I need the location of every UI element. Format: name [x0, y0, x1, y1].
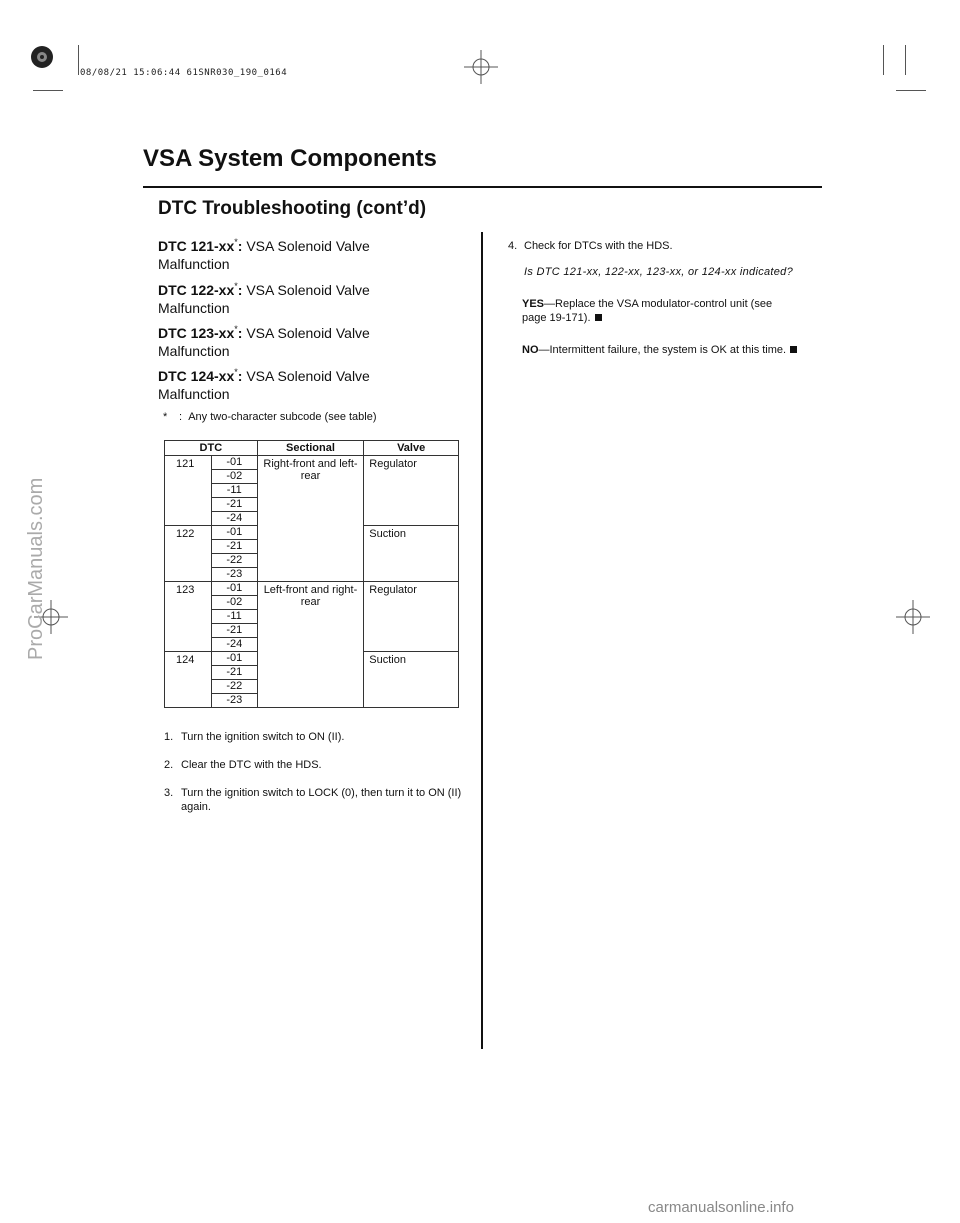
dtc-description: VSA Solenoid Valve Malfunction [158, 368, 370, 402]
step-text: Turn the ignition switch to LOCK (0), then turn it to ON (II) again. [181, 787, 462, 813]
registration-target-icon [30, 45, 54, 69]
dtc-colon: : [237, 282, 243, 298]
step-item [164, 786, 464, 814]
step-item [508, 239, 798, 253]
print-stamp: 08/08/21 15:06:44 61SNR030_190_0164 [80, 68, 288, 78]
subcode-cell: -21 [211, 498, 257, 512]
procedure-steps [164, 730, 464, 828]
subcode-cell: -22 [211, 680, 257, 694]
header-sectional: Sectional [257, 441, 364, 456]
step-number: 4. [508, 240, 518, 252]
yes-text: Replace the VSA modulator-control unit (see page 19-171). [522, 298, 773, 324]
footnote-colon: : [179, 411, 183, 423]
footnote-star: * [234, 237, 238, 247]
subcode-cell: -01 [211, 652, 257, 666]
no-text: Intermittent failure, the system is OK at this time. [549, 344, 787, 356]
subcode-cell: -21 [211, 624, 257, 638]
dtc-description: VSA Solenoid Valve Malfunction [158, 282, 370, 316]
step-item [164, 730, 464, 744]
subcode-cell: -11 [211, 484, 257, 498]
valve-cell: Suction [364, 526, 459, 582]
subcode-cell: -11 [211, 610, 257, 624]
crop-mark [905, 45, 906, 75]
subcode-cell: -02 [211, 470, 257, 484]
dtc-cell: 123 [165, 582, 212, 652]
step-number: 3. [164, 787, 174, 799]
subcode-cell: -01 [211, 582, 257, 596]
valve-cell: Regulator [364, 582, 459, 652]
dtc-colon: : [237, 368, 243, 384]
yes-answer: YES—Replace the VSA modulator-control unit (see page 19-171). [522, 298, 773, 324]
table-row [165, 582, 459, 596]
valve-cell: Regulator [364, 456, 459, 526]
sectional-cell: Left-front and right-rear [257, 582, 364, 708]
dtc-code: DTC 124-xx [158, 368, 235, 384]
no-label: NO [522, 344, 539, 356]
valve-cell: Suction [364, 652, 459, 708]
subcode-cell: -22 [211, 554, 257, 568]
subcode-cell: -23 [211, 568, 257, 582]
dtc-colon: : [237, 238, 243, 254]
watermark-bottom: carmanualsonline.info [648, 1199, 794, 1216]
section-title: DTC Troubleshooting (cont’d) [158, 198, 427, 219]
crop-mark [896, 90, 926, 91]
step-text: Clear the DTC with the HDS. [181, 759, 322, 771]
subcode-cell: -01 [211, 526, 257, 540]
footnote-text: Any two-character subcode (see table) [188, 411, 377, 423]
step-number: 1. [164, 731, 174, 743]
watermark-left: ProCarManuals.com [25, 477, 47, 660]
subcode-cell: -21 [211, 666, 257, 680]
step-item [164, 758, 464, 772]
subcode-table [164, 440, 459, 708]
dtc-cell: 121 [165, 456, 212, 526]
dtc-heading [158, 325, 438, 359]
header-dtc: DTC [165, 441, 258, 456]
end-square-icon [790, 346, 797, 353]
dtc-cell: 124 [165, 652, 212, 708]
subcode-cell: -24 [211, 638, 257, 652]
page-title: VSA System Components [143, 145, 437, 172]
end-square-icon [595, 314, 602, 321]
crop-mark [883, 45, 884, 75]
footnote-star: * [234, 367, 238, 377]
title-rule [143, 186, 822, 188]
table-header-row [165, 441, 459, 456]
table-row [165, 456, 459, 470]
sectional-cell: Right-front and left-rear [257, 456, 364, 582]
footnote-star: * [234, 281, 238, 291]
subcode-cell: -24 [211, 512, 257, 526]
dtc-colon: : [237, 325, 243, 341]
footnote-star: * [234, 324, 238, 334]
dtc-heading [158, 282, 438, 316]
dtc-heading [158, 238, 438, 272]
subcode-cell: -23 [211, 694, 257, 708]
subcode-cell: -02 [211, 596, 257, 610]
yes-label: YES [522, 298, 545, 310]
dtc-code: DTC 121-xx [158, 238, 235, 254]
check-question: Is DTC 121-xx, 122-xx, 123-xx, or 124-xx indicated? [524, 266, 794, 278]
column-divider [481, 232, 483, 1049]
footnote-symbol: * [163, 411, 168, 423]
footnote [163, 411, 377, 423]
registration-crosshair-icon [896, 600, 930, 634]
step-text: Check for DTCs with the HDS. [524, 240, 673, 252]
dtc-description: VSA Solenoid Valve Malfunction [158, 325, 370, 359]
dtc-code: DTC 123-xx [158, 325, 235, 341]
subcode-cell: -01 [211, 456, 257, 470]
dtc-code: DTC 122-xx [158, 282, 235, 298]
dtc-cell: 122 [165, 526, 212, 582]
no-answer: NO—Intermittent failure, the system is OK at this time. [522, 343, 798, 357]
crop-mark [33, 90, 63, 91]
step-text: Turn the ignition switch to ON (II). [181, 731, 345, 743]
registration-crosshair-icon [464, 50, 498, 84]
dtc-description: VSA Solenoid Valve Malfunction [158, 238, 370, 272]
header-valve: Valve [364, 441, 459, 456]
subcode-cell: -21 [211, 540, 257, 554]
dtc-heading [158, 368, 438, 402]
right-column [508, 239, 798, 357]
crop-mark [78, 45, 79, 75]
step-number: 2. [164, 759, 174, 771]
